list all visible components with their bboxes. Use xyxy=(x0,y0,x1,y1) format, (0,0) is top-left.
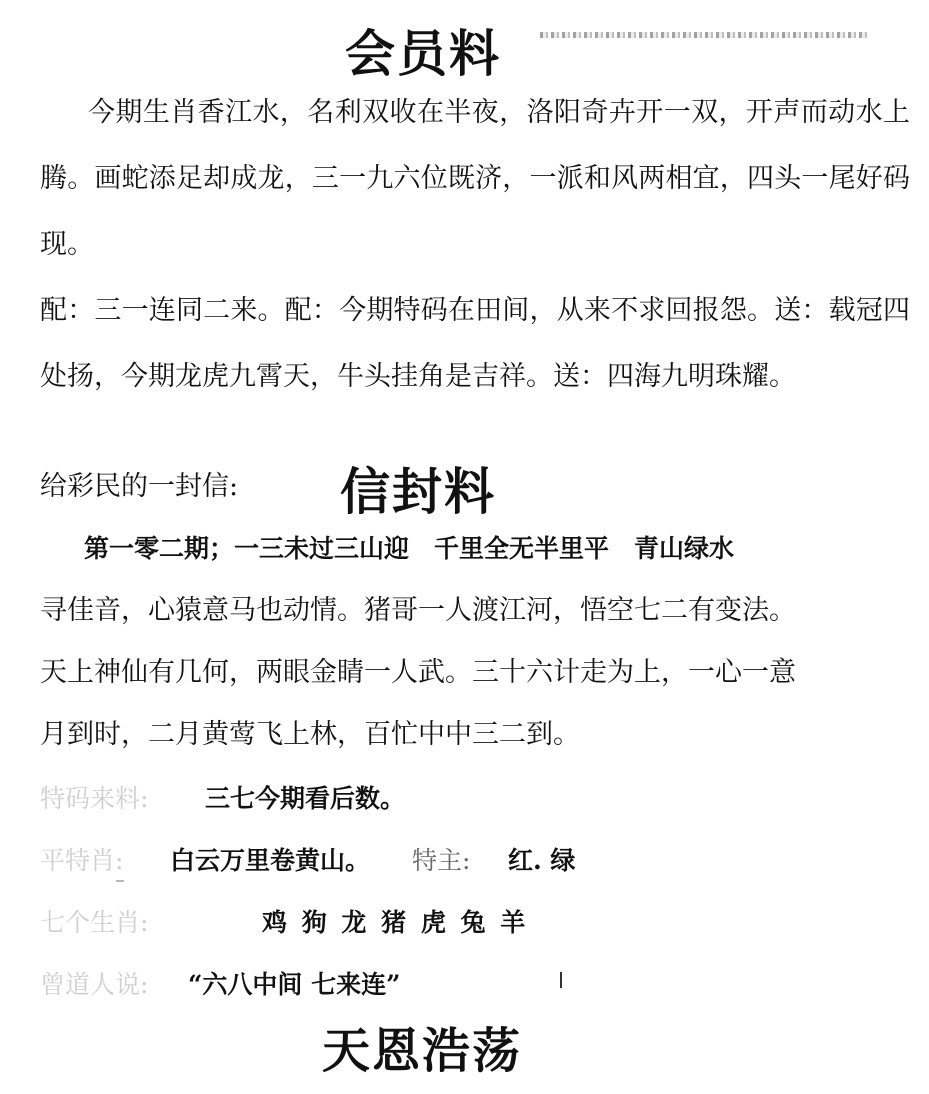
letter-line-4: 月到时，二月黄莺飞上林，百忙中中三二到。 xyxy=(40,719,580,750)
field-value-main: 红. 绿 xyxy=(508,846,576,875)
scan-noise-strip xyxy=(540,32,870,38)
letter-line-3: 天上神仙有几何，两眼金睛一人武。三十六计走为上，一心一意 xyxy=(40,657,796,688)
bottom-title: 天恩浩荡 xyxy=(322,1023,523,1079)
field-label-flat: 平特肖: xyxy=(40,846,124,875)
letter-line-2: 寻佳音，心猿意马也动情。猪哥一人渡江河，悟空七二有变法。 xyxy=(40,595,796,626)
member-title: 会员料 xyxy=(345,24,501,83)
field-label-main: 特主: xyxy=(412,846,471,875)
poem-paragraph: 今期生肖香江水，名利双收在半夜，洛阳奇卉开一双，开声而动水上腾。画蛇添足却成龙，三一九六位既济，一派和风两相宜，四头一尾好码现。 xyxy=(40,97,910,260)
field-value-zodiac: 鸡 狗 龙 猪 虎 兔 羊 xyxy=(262,908,529,937)
letter-intro: 给彩民的一封信: xyxy=(40,471,239,502)
letter-line-1: 第一零二期；一三未过三山迎 千里全无半里平 青山绿水 xyxy=(84,534,735,563)
envelope-title: 信封料 xyxy=(340,462,496,521)
field-label-special: 特码来料: xyxy=(40,784,149,813)
scan-mark-vertical xyxy=(560,972,562,988)
field-value-special: 三七今期看后数。 xyxy=(205,784,406,813)
scan-mark xyxy=(116,880,124,882)
field-value-flat: 白云万里卷黄山。 xyxy=(170,846,371,875)
field-label-zodiac: 七个生肖: xyxy=(40,908,149,937)
pairing-paragraph: 配：三一连同二来。配：今期特码在田间，从来不求回报怨。送：载冠四处扬，今期龙虎九霄天，牛头挂角是吉祥。送：四海九明珠耀。 xyxy=(40,295,910,392)
field-value-says: “六八中间 七来连” xyxy=(188,970,401,999)
field-label-says: 曾道人说: xyxy=(40,970,149,999)
